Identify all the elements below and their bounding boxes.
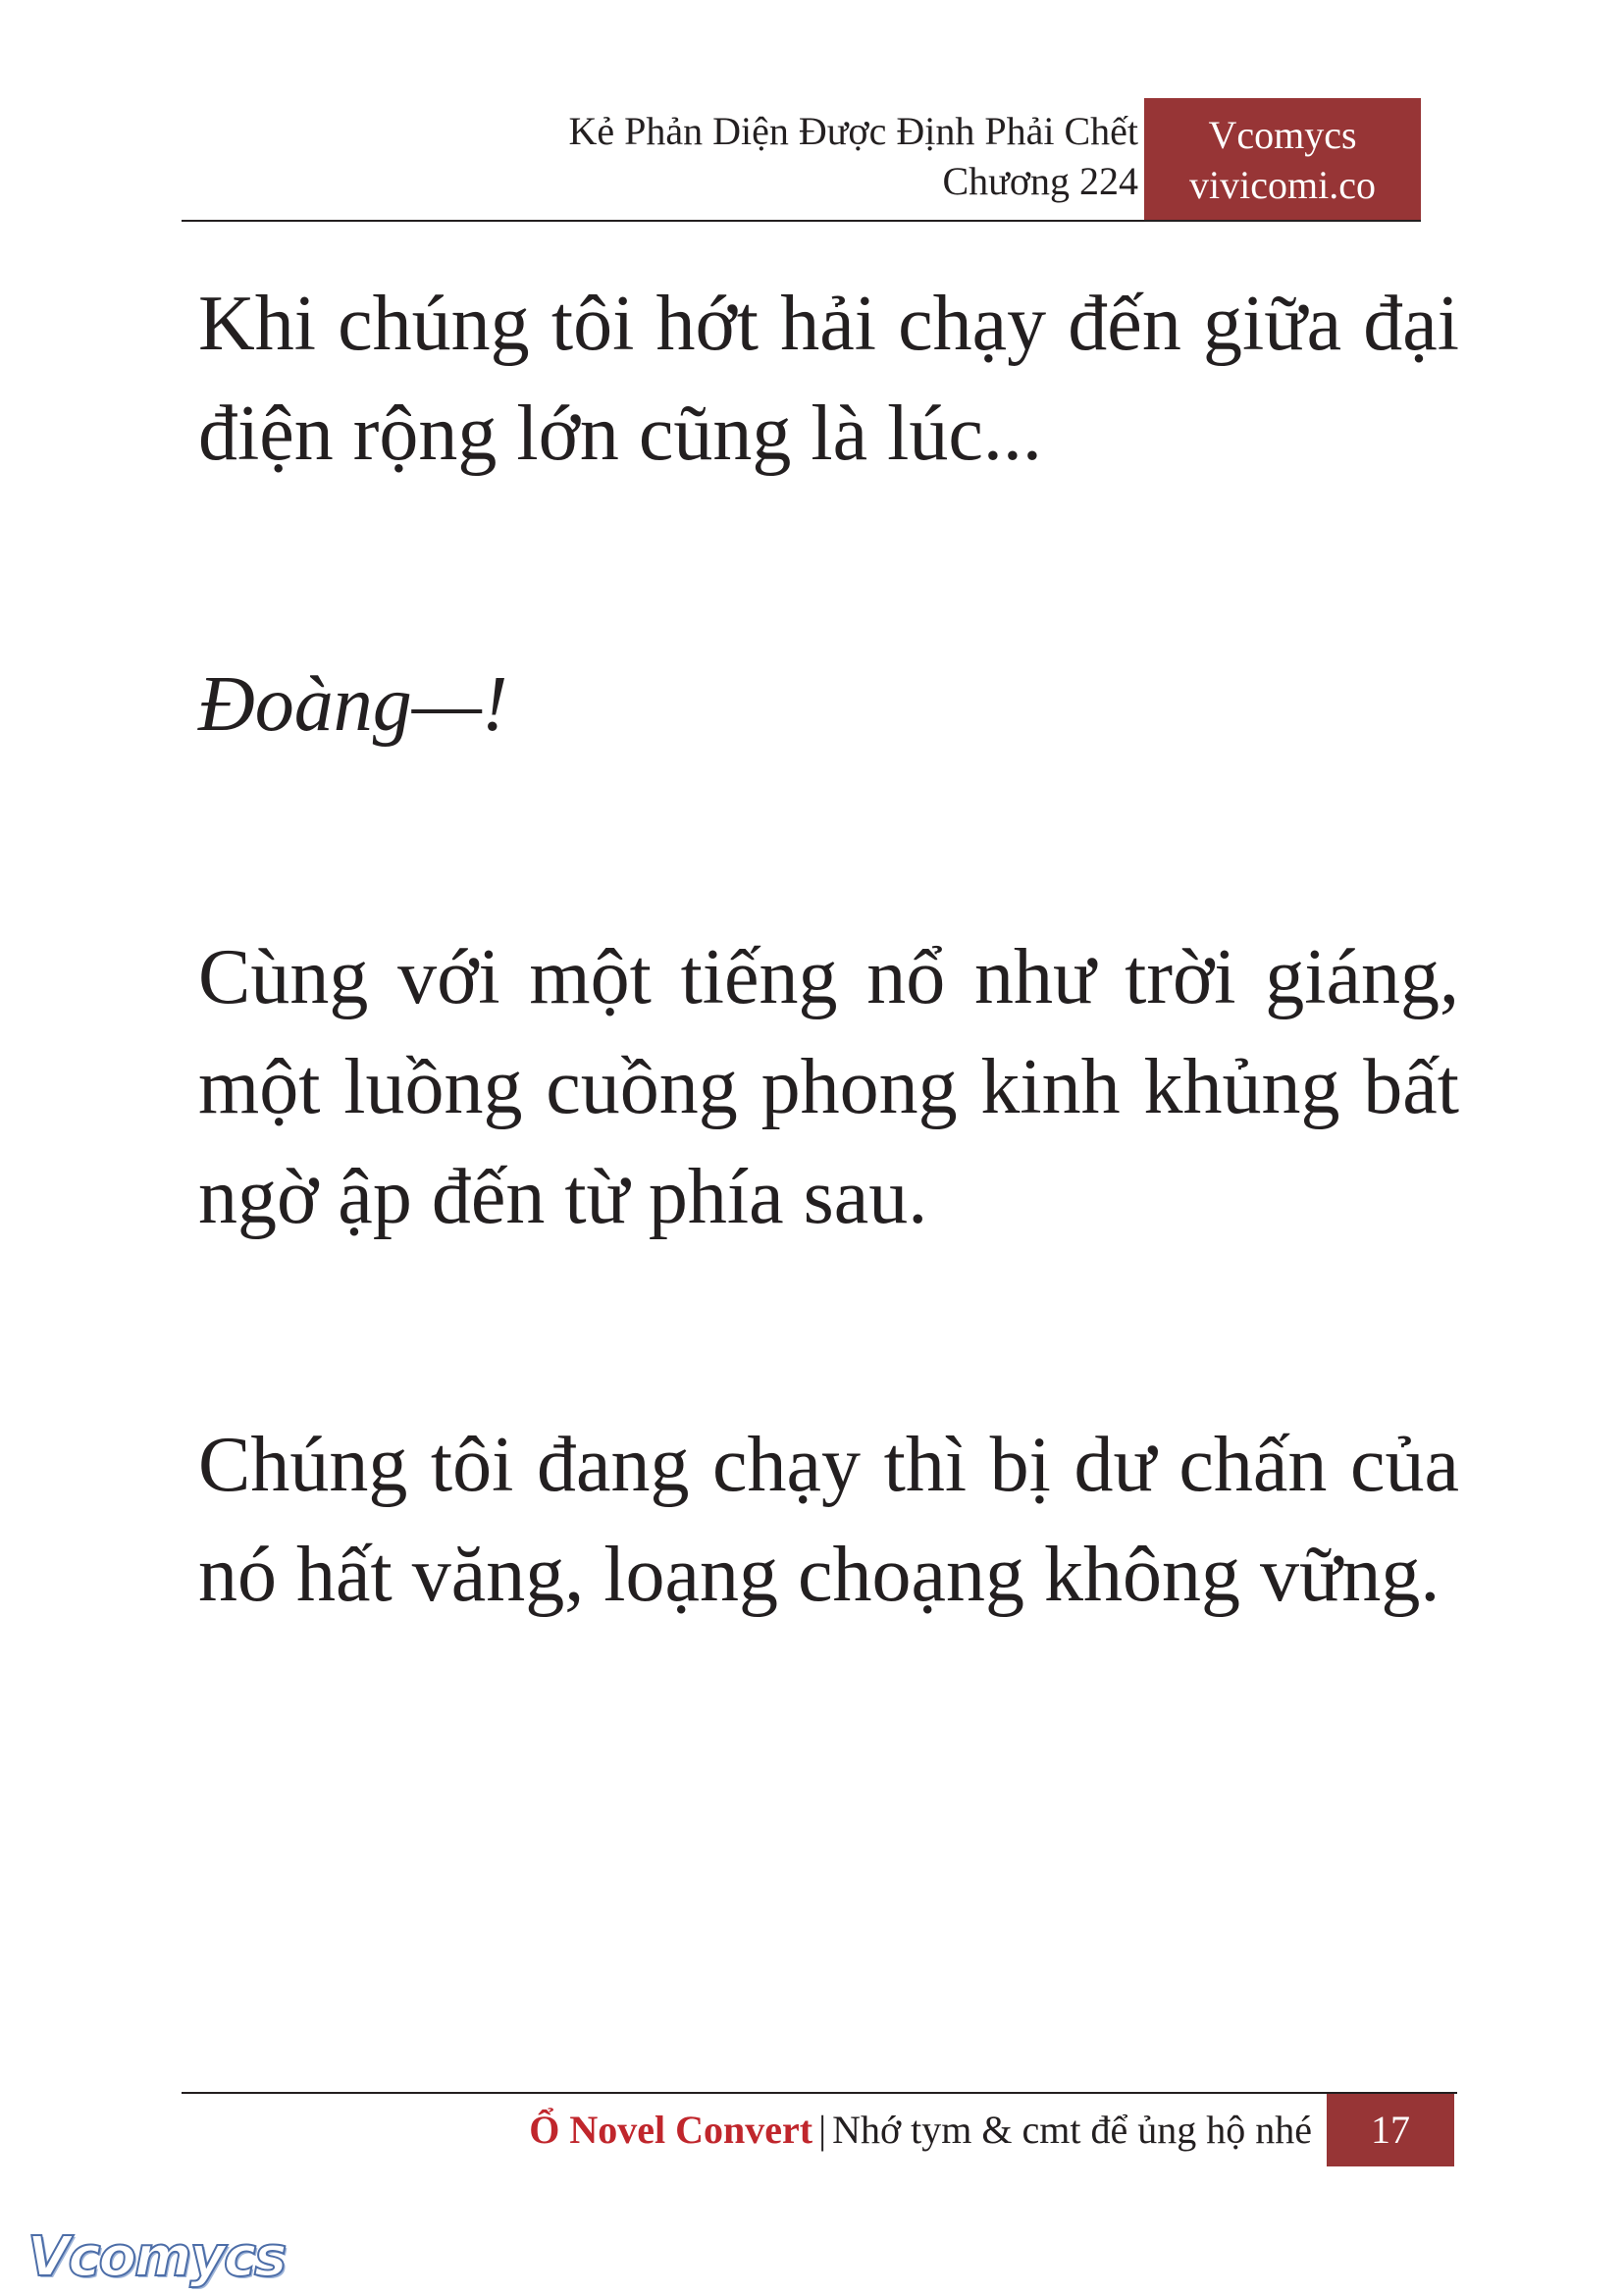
header-divider <box>182 220 1421 222</box>
book-title: Kẻ Phản Diện Được Định Phải Chết <box>568 109 1138 153</box>
watermark-logo: Vcomycs <box>27 2225 286 2289</box>
footer-message: Nhớ tym & cmt để ủng hộ nhé <box>832 2108 1312 2152</box>
footer-divider <box>182 2092 1457 2094</box>
paragraph: Chúng tôi đang chạy thì bị dư chấn của nó hất văng, loạng choạng không vững. <box>198 1422 1459 1618</box>
footer-separator: | <box>818 2108 827 2152</box>
chapter-label: Chương 224 <box>942 159 1138 203</box>
badge-site-name: Vcomycs <box>1208 113 1357 157</box>
paragraph-sound-effect: Đoàng—! <box>198 661 508 748</box>
paragraph: Khi chúng tôi hớt hải chạy đến giữa đại điện rộng lớn cũng là lúc... <box>198 281 1459 477</box>
site-badge <box>1144 98 1421 220</box>
paragraph: Cùng với một tiếng nổ như trời giáng, một luồng cuồng phong kinh khủng bất ngờ ập đến từ phía sau. <box>198 934 1459 1240</box>
page-number: 17 <box>1327 2094 1454 2166</box>
badge-site-url: vivicomi.co <box>1189 163 1376 207</box>
footer-line <box>529 2101 1312 2160</box>
footer-brand: Ổ Novel Convert <box>529 2108 813 2152</box>
running-header <box>568 106 1138 206</box>
